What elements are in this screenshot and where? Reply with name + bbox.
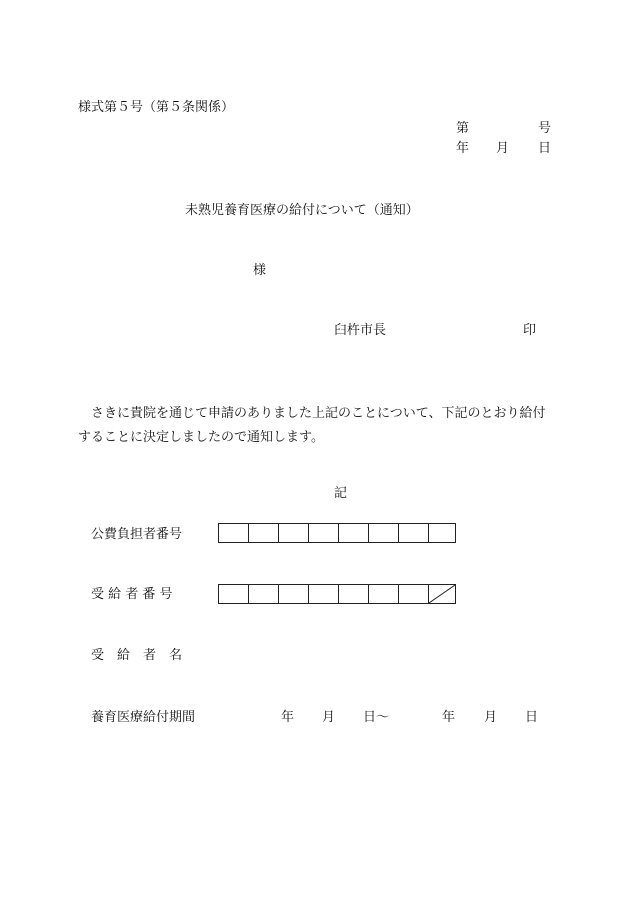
digit-box[interactable] bbox=[309, 585, 339, 603]
digit-box[interactable] bbox=[249, 524, 279, 542]
number-prefix: 第 bbox=[456, 121, 470, 136]
period-to-month: 月 bbox=[484, 710, 498, 725]
digit-box[interactable] bbox=[219, 524, 249, 542]
digit-box[interactable] bbox=[369, 585, 399, 603]
digit-box[interactable] bbox=[429, 524, 455, 542]
digit-box[interactable] bbox=[309, 524, 339, 542]
form-id: 様式第５号（第５条関係） bbox=[78, 100, 235, 115]
digit-box[interactable] bbox=[399, 524, 429, 542]
body-paragraph: さきに貴院を通じて申請のありました上記のことについて、下記のとおり給付することに決定しましたので通知します。 bbox=[78, 406, 546, 445]
date-day: 日 bbox=[538, 141, 552, 156]
addressee-suffix: 様 bbox=[253, 263, 267, 278]
digit-box[interactable] bbox=[219, 585, 249, 603]
period-label: 養育医療給付期間 bbox=[91, 710, 196, 725]
sender-name: 臼杵市長 bbox=[334, 323, 387, 338]
payer-number-boxes[interactable] bbox=[218, 523, 456, 543]
date-month: 月 bbox=[496, 141, 510, 156]
recipient-number-label: 受 給 者 番 号 bbox=[91, 587, 173, 602]
document-title: 未熟児養育医療の給付について（通知） bbox=[185, 203, 419, 218]
period-to-year: 年 bbox=[442, 710, 456, 725]
crossed-out-box bbox=[429, 585, 455, 603]
recipient-number-boxes[interactable] bbox=[218, 584, 456, 604]
period-from-month: 月 bbox=[322, 710, 336, 725]
diagonal-slash-icon bbox=[429, 585, 455, 603]
digit-box[interactable] bbox=[339, 585, 369, 603]
ki-heading: 記 bbox=[334, 486, 348, 501]
digit-box[interactable] bbox=[369, 524, 399, 542]
digit-box[interactable] bbox=[339, 524, 369, 542]
period-from-year: 年 bbox=[281, 710, 295, 725]
seal-mark: 印 bbox=[523, 323, 537, 338]
digit-box[interactable] bbox=[249, 585, 279, 603]
number-suffix: 号 bbox=[538, 121, 552, 136]
period-from-day: 日〜 bbox=[363, 710, 390, 725]
period-to-day: 日 bbox=[525, 710, 539, 725]
payer-number-label: 公費負担者番号 bbox=[91, 527, 183, 542]
digit-box[interactable] bbox=[279, 585, 309, 603]
digit-box[interactable] bbox=[399, 585, 429, 603]
recipient-name-label: 受 給 者 名 bbox=[91, 648, 183, 663]
digit-box[interactable] bbox=[279, 524, 309, 542]
date-year: 年 bbox=[456, 141, 470, 156]
